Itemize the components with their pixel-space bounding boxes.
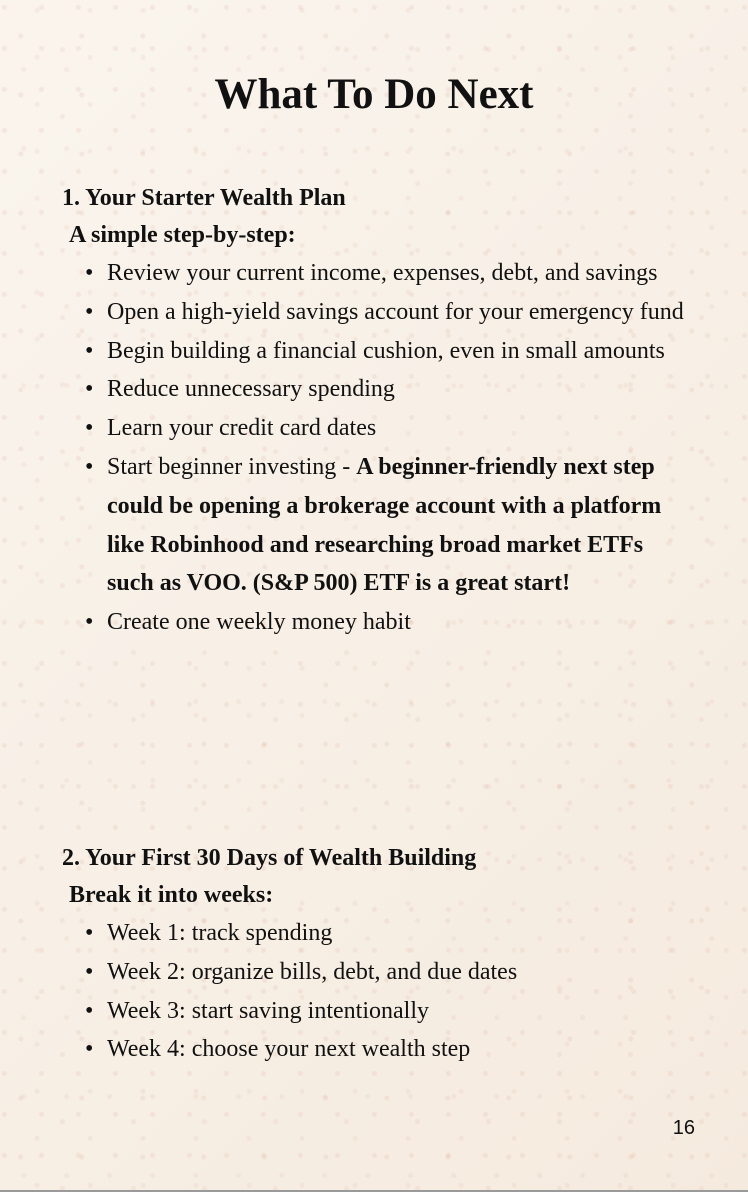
list-item: • Week 4: choose your next wealth step — [107, 1030, 686, 1069]
list-item-normal-text: Start beginner investing - — [107, 453, 357, 480]
starter-wealth-plan-section — [62, 180, 686, 642]
list-item: • Learn your credit card dates — [107, 409, 686, 448]
list-item: • Reduce unnecessary spending — [107, 370, 686, 409]
section-heading: 1. Your Starter Wealth Plan — [62, 185, 346, 211]
first-30-days-section — [62, 840, 686, 1069]
list-item-bold-text: A beginner-friendly next step could be opening a brokerage account with a platform like Robinhood and researching broad market ETFs such as VOO. (S&P 500) ETF is a great start! — [107, 453, 662, 597]
weekly-plan-list — [62, 914, 686, 1069]
section-subheading: A simple step-by-step: — [69, 222, 296, 248]
section-heading: 2. Your First 30 Days of Wealth Building — [62, 845, 477, 871]
list-item: • Week 3: start saving intentionally — [107, 992, 686, 1031]
list-item: • Week 1: track spending — [107, 914, 686, 953]
list-item: • Review your current income, expenses, debt, and savings — [107, 254, 686, 293]
list-item: • Begin building a financial cushion, even in small amounts — [107, 332, 686, 371]
list-item: • Create one weekly money habit — [107, 603, 686, 642]
page-title: What To Do Next — [214, 71, 534, 118]
list-item: • Week 2: organize bills, debt, and due dates — [107, 953, 686, 992]
list-item — [107, 448, 686, 603]
section-subheading: Break it into weeks: — [69, 882, 274, 908]
page-number: 16 — [672, 1117, 695, 1139]
starter-plan-list — [62, 254, 686, 642]
list-item: • Open a high-yield savings account for your emergency fund — [107, 293, 686, 332]
